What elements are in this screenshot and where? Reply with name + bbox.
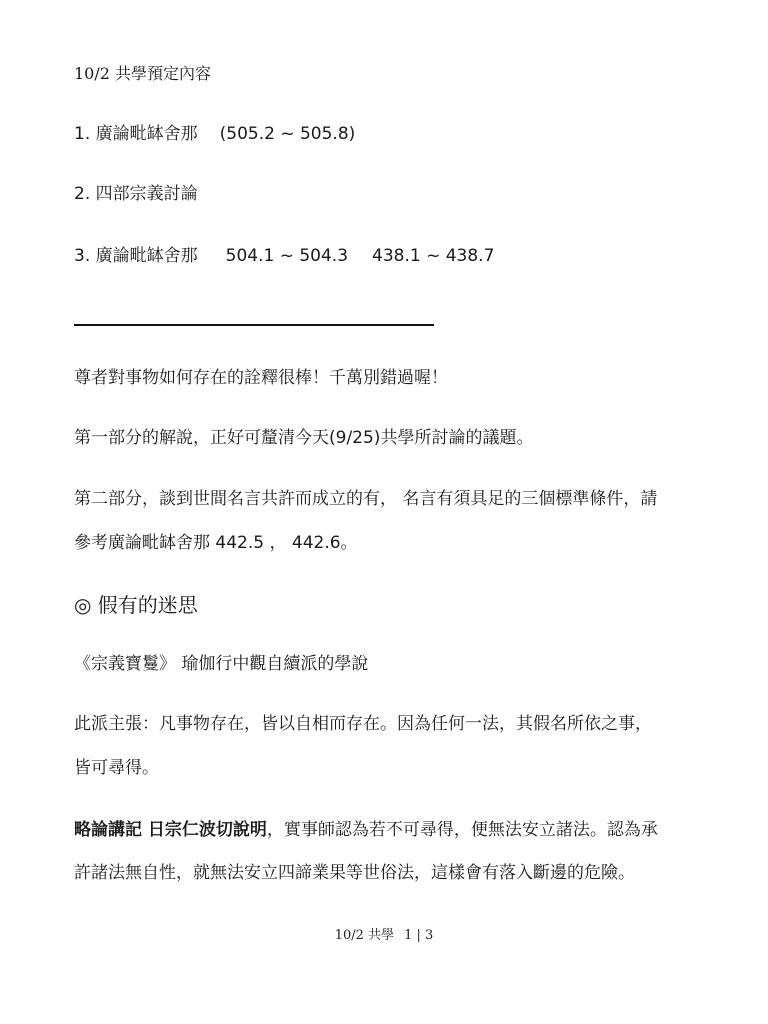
paragraph-intro: 尊者對事物如何存在的詮釋很棒！千萬別錯過喔！ (74, 368, 448, 388)
page-footer (0, 928, 768, 944)
paragraph-part-one: 第一部分的解說，正好可釐清今天(9/25)共學所討論的議題。 (74, 428, 534, 448)
commentary-text: ，實事師認為若不可尋得，便無法安立諸法。認為承 (266, 820, 658, 840)
horizontal-divider (74, 324, 434, 326)
section-heading: ◎ 假有的迷思 (74, 593, 198, 617)
section-subtitle: 《宗義寶鬘》 瑜伽行中觀自續派的學說 (74, 654, 369, 674)
agenda-item-2 (74, 184, 198, 204)
agenda-item-label: 3. 廣論毗缽舍那 (74, 246, 198, 266)
agenda-item-3 (74, 246, 494, 266)
paragraph-part-two-line-2: 參考廣論毗缽舍那 442.5 ， 442.6。 (74, 533, 358, 553)
agenda-item-label: 2. 四部宗義討論 (74, 184, 198, 204)
agenda-item-range: (505.2 ~ 505.8) (219, 124, 356, 144)
paragraph-commentary-line-1 (74, 820, 658, 840)
document-title: 10/2 共學預定內容 (74, 64, 212, 83)
agenda-item-1 (74, 124, 355, 144)
paragraph-part-two-line-1: 第二部分，談到世間名言共許而成立的有， 名言有須具足的三個標準條件，請 (74, 489, 658, 509)
paragraph-school-view-line-2: 皆可尋得。 (74, 758, 159, 778)
agenda-item-range-2: 438.1 ~ 438.7 (372, 246, 495, 266)
agenda-item-label: 1. 廣論毗缽舍那 (74, 124, 198, 144)
footer-text: 10/2 共學 (334, 928, 395, 943)
paragraph-commentary-line-2: 許諸法無自性，就無法安立四諦業果等世俗法，這樣會有落入斷邊的危險。 (74, 863, 635, 883)
page-number: 1 | 3 (404, 928, 434, 943)
commentary-source: 略論講記 日宗仁波切說明 (74, 820, 267, 840)
paragraph-school-view-line-1: 此派主張：凡事物存在，皆以自相而存在。因為任何一法，其假名所依之事， (74, 714, 652, 734)
agenda-item-range: 504.1 ~ 504.3 (225, 246, 349, 266)
